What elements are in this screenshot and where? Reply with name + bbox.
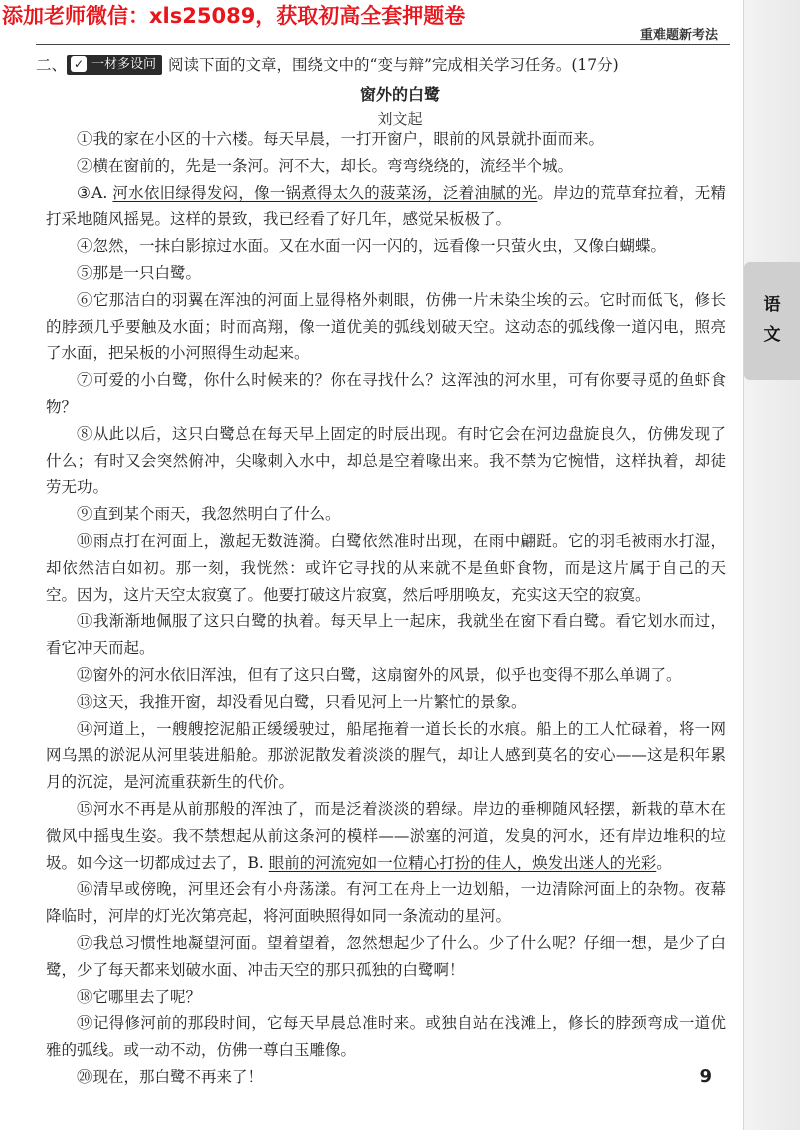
page-number: 9 <box>699 1066 712 1087</box>
section-number: 二、 <box>36 56 68 74</box>
article-paragraph <box>46 796 726 876</box>
article-author: 刘文起 <box>377 110 423 128</box>
paragraph-text: ⑩雨点打在河面上，激起无数涟漪。白鹭依然准时出现，在雨中翩跹。它的羽毛被雨水打湿，却依然洁白如初。那一刻，我恍然：或许它寻找的从来就不是鱼虾食物，而是这片属于自己的天空。因为，这片天空太寂寞了。他要打破这片寂寞，然后呼朋唤友，充实这天空的寂寞。 <box>46 531 726 604</box>
promo-banner: 添加老师微信：xls25089，获取初高全套押题卷 <box>2 4 466 28</box>
article-paragraph <box>46 984 726 1011</box>
subject-tab-char: 语 <box>763 295 781 315</box>
section-badge <box>67 55 162 75</box>
section-heading <box>36 52 736 78</box>
underlined-text: 眼前的河流宛如一位精心打扮的佳人，焕发出迷人的光彩 <box>268 853 657 872</box>
article-paragraph <box>46 367 726 421</box>
check-icon: ✓ <box>71 56 87 72</box>
subject-tab-char: 文 <box>763 325 781 345</box>
article-paragraph <box>46 501 726 528</box>
running-header: 重难题新考法 <box>639 28 718 43</box>
article-paragraph <box>46 260 726 287</box>
paragraph-text: ⑥它那洁白的羽翼在浑浊的河面上显得格外刺眼，仿佛一片未染尘埃的云。它时而低飞，修长的脖颈几乎要触及水面；时而高翔，像一道优美的弧线划破天空。这动态的弧线像一道闪电，照亮了水面，把呆板的小河照得生动起来。 <box>46 290 726 363</box>
article-paragraph <box>46 287 726 367</box>
paragraph-text: ③A. <box>77 183 113 202</box>
page-edge <box>744 0 800 1130</box>
article-paragraph <box>46 662 726 689</box>
article-paragraph <box>46 233 726 260</box>
paragraph-text: ④忽然，一抹白影掠过水面。又在水面一闪一闪的，远看像一只萤火虫，又像白蝴蝶。 <box>77 237 667 256</box>
paragraph-text: 。岸边的荒草耷拉着，无精打采地随风摇晃。这样的景致，我已经看了好几年，感觉呆板极了。 <box>46 183 726 229</box>
paragraph-text: ⑰我总习惯性地凝望河面。望着望着，忽然想起少了什么。少了什么呢？仔细一想，是少了白鹭，少了每天都来划破水面、冲击天空的那只孤独的白鹭啊！ <box>46 933 726 979</box>
paragraph-text: ⑧从此以后，这只白鹭总在每天早上固定的时辰出现。有时它会在河边盘旋良久，仿佛发现了什么；有时又会突然俯冲，尖喙刺入水中，却总是空着喙出来。我不禁为它惋惜，这样执着，却徒劳无功。 <box>46 424 726 497</box>
page-edge-line <box>743 0 744 1130</box>
article-paragraph <box>46 876 726 930</box>
section-instruction: 阅读下面的文章，围绕文中的“变与辩”完成相关学习任务。(17分) <box>168 56 619 74</box>
paragraph-text: ⑪我渐渐地佩服了这只白鹭的执着。每天早上一起床，我就坐在窗下看白鹭。看它划水而过，看它冲天而起。 <box>46 612 726 658</box>
article-paragraph <box>46 528 726 608</box>
article-paragraph <box>46 608 726 662</box>
article-paragraph <box>46 126 726 153</box>
article-paragraph <box>46 153 726 180</box>
article-paragraph <box>46 1064 726 1091</box>
article-paragraph <box>46 180 726 234</box>
article-title: 窗外的白鹭 <box>359 85 440 104</box>
paragraph-text: ⑲记得修河前的那段时间，它每天早晨总准时来。或独自站在浅滩上，修长的脖颈弯成一道优雅的弧线。或一动不动，仿佛一尊白玉雕像。 <box>46 1014 726 1060</box>
paragraph-text: ⑦可爱的小白鹭，你什么时候来的？你在寻找什么？这浑浊的河水里，可有你要寻觅的鱼虾食物？ <box>46 371 726 416</box>
badge-label: 一材多设问 <box>91 57 157 72</box>
article-paragraph <box>46 689 726 716</box>
paragraph-text: ⑱它哪里去了呢？ <box>77 987 202 1006</box>
paragraph-text: ⑯清早或傍晚，河里还会有小舟荡漾。有河工在舟上一边划船，一边清除河面上的杂物。夜幕降临时，河岸的灯光次第亮起，将河面映照得如同一条流动的星河。 <box>46 880 726 926</box>
underlined-text: 河水依旧绿得发闷，像一锅煮得太久的菠菜汤，泛着油腻的光 <box>112 183 538 202</box>
subject-tab <box>744 262 800 380</box>
paragraph-text: ⑭河道上，一艘艘挖泥船正缓缓驶过，船尾拖着一道长长的水痕。船上的工人忙碌着，将一网网乌黑的淤泥从河里装进船舱。那淤泥散发着淡淡的腥气，却让人感到莫名的安心——这是积年累月的沉淀，是河流重获新生的代价。 <box>46 719 726 792</box>
header-divider <box>36 44 730 45</box>
article-paragraph <box>46 716 726 796</box>
paragraph-text: ⑬这天，我推开窗，却没看见白鹭，只看见河上一片繁忙的景象。 <box>77 692 527 711</box>
article-paragraph <box>46 930 726 984</box>
article-body <box>46 126 726 1091</box>
paragraph-text: ②横在窗前的，先是一条河。河不大，却长。弯弯绕绕的，流经半个城。 <box>77 156 574 175</box>
paragraph-text: ⑤那是一只白鹭。 <box>77 263 202 282</box>
paragraph-text: ⑳现在，那白鹭不再来了！ <box>77 1067 264 1086</box>
paragraph-text: ⑨直到某个雨天，我忽然明白了什么。 <box>77 505 341 524</box>
paragraph-text: ⑫窗外的河水依旧浑浊，但有了这只白鹭，这扇窗外的风景，似乎也变得不那么单调了。 <box>77 665 682 684</box>
article-paragraph <box>46 421 726 501</box>
paragraph-text: ①我的家在小区的十六楼。每天早晨，一打开窗户，眼前的风景就扑面而来。 <box>77 130 605 148</box>
article-paragraph <box>46 1010 726 1064</box>
paragraph-text: 。 <box>656 853 672 872</box>
paragraph-text: ⑮河水不再是从前那般的浑浊了，而是泛着淡淡的碧绿。岸边的垂柳随风轻摆，新栽的草木在微风中摇曳生姿。我不禁想起从前这条河的模样——淤塞的河道，发臭的河水，还有岸边堆积的垃圾。如今这一切都成过去了，B. <box>46 799 726 872</box>
